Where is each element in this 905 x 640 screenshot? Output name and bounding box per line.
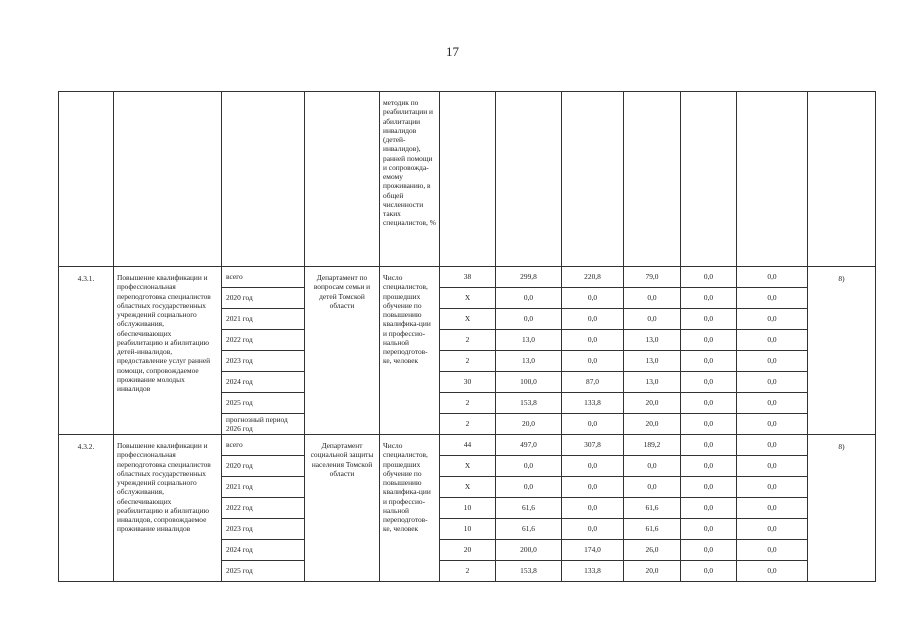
period-cell: 2023 год [222,519,305,540]
total-cell: 100,0 [496,372,562,393]
total-cell: 0,0 [496,309,562,330]
federal-budget-cell: 174,0 [562,540,624,561]
period-cell: 2020 год [222,288,305,309]
other-sources-cell: 0,0 [737,435,808,456]
regional-budget-cell: 0,0 [624,477,681,498]
local-budget-cell: 0,0 [681,435,737,456]
note-cell: 8) [808,267,876,435]
local-budget-cell: 0,0 [681,288,737,309]
total-cell: 299,8 [496,267,562,288]
local-budget-cell: 0,0 [681,540,737,561]
other-sources-cell: 0,0 [737,477,808,498]
regional-budget-cell: 20,0 [624,561,681,582]
other-sources-cell: 0,0 [737,372,808,393]
executor-cell: Департамент по вопросам семьи и детей Томской области [305,267,380,435]
regional-budget-cell: 0,0 [624,288,681,309]
other-sources-cell: 0,0 [737,288,808,309]
empty-cell [222,92,305,267]
period-cell: 2024 год [222,372,305,393]
local-budget-cell: 0,0 [681,561,737,582]
local-budget-cell: 0,0 [681,267,737,288]
empty-cell [681,92,737,267]
item-code: 4.3.1. [59,267,114,435]
period-cell: 2022 год [222,498,305,519]
regional-budget-cell: 79,0 [624,267,681,288]
period-cell: прогнозный период 2026 год [222,414,305,435]
total-cell: 0,0 [496,288,562,309]
page-number: 17 [446,44,459,59]
continuation-row [59,92,876,267]
local-budget-cell: 0,0 [681,477,737,498]
other-sources-cell: 0,0 [737,498,808,519]
note-cell: 8) [808,435,876,582]
local-budget-cell: 0,0 [681,330,737,351]
regional-budget-cell: 61,6 [624,519,681,540]
quantity-cell: 30 [440,372,496,393]
empty-cell [808,92,876,267]
total-cell: 200,0 [496,540,562,561]
local-budget-cell: 0,0 [681,414,737,435]
period-cell: 2022 год [222,330,305,351]
regional-budget-cell: 0,0 [624,309,681,330]
local-budget-cell: 0,0 [681,309,737,330]
federal-budget-cell: 0,0 [562,288,624,309]
quantity-cell: 2 [440,414,496,435]
regional-budget-cell: 26,0 [624,540,681,561]
total-cell: 61,6 [496,519,562,540]
federal-budget-cell: 0,0 [562,477,624,498]
other-sources-cell: 0,0 [737,414,808,435]
empty-cell [737,92,808,267]
quantity-cell: 2 [440,330,496,351]
other-sources-cell: 0,0 [737,519,808,540]
regional-budget-cell: 13,0 [624,351,681,372]
total-cell: 497,0 [496,435,562,456]
federal-budget-cell: 307,8 [562,435,624,456]
item-code: 4.3.2. [59,435,114,582]
federal-budget-cell: 0,0 [562,519,624,540]
period-cell: 2024 год [222,540,305,561]
federal-budget-cell: 220,8 [562,267,624,288]
other-sources-cell: 0,0 [737,309,808,330]
quantity-cell: 20 [440,540,496,561]
other-sources-cell: 0,0 [737,393,808,414]
executor-cell: Департамент социальной защиты населения Томской области [305,435,380,582]
local-budget-cell: 0,0 [681,498,737,519]
other-sources-cell: 0,0 [737,561,808,582]
federal-budget-cell: 0,0 [562,414,624,435]
empty-cell [114,92,222,267]
item-title: Повышение квалификации и профессиональная переподготовка специалистов областных государственных учреждений социального обслуживания, обеспечивающих реабилитацию и абилитацию детей-инвалидов, предоставление услуг ранней помощи, сопровождаемое проживание молодых инвалидов [114,267,222,435]
total-cell: 20,0 [496,414,562,435]
indicator-continuation: методик по реабилитации и абилитации инвалидов (детей-инвалидов), ранней помощи и сопровожда-емому проживанию, в общей численности таких специалистов, % [380,92,440,267]
federal-budget-cell: 133,8 [562,393,624,414]
empty-cell [440,92,496,267]
local-budget-cell: 0,0 [681,393,737,414]
total-cell: 61,6 [496,498,562,519]
federal-budget-cell: 0,0 [562,330,624,351]
local-budget-cell: 0,0 [681,372,737,393]
total-cell: 13,0 [496,330,562,351]
period-cell: 2023 год [222,351,305,372]
total-cell: 13,0 [496,351,562,372]
other-sources-cell: 0,0 [737,330,808,351]
empty-cell [562,92,624,267]
federal-budget-cell: 0,0 [562,309,624,330]
period-cell: 2021 год [222,477,305,498]
indicator-cell: Число специалистов, прошедших обучение по повышению квалифика-ции и профессио-нальной переподготов-ке, человек [380,267,440,435]
table-row [59,267,876,288]
period-cell: всего [222,267,305,288]
regional-budget-cell: 61,6 [624,498,681,519]
empty-cell [59,92,114,267]
federal-budget-cell: 87,0 [562,372,624,393]
regional-budget-cell: 20,0 [624,414,681,435]
empty-cell [305,92,380,267]
quantity-cell: 10 [440,498,496,519]
quantity-cell: X [440,477,496,498]
period-cell: 2020 год [222,456,305,477]
empty-cell [496,92,562,267]
period-cell: 2025 год [222,561,305,582]
federal-budget-cell: 0,0 [562,456,624,477]
quantity-cell: 44 [440,435,496,456]
quantity-cell: 38 [440,267,496,288]
item-title: Повышение квалификации и профессиональная переподготовка специалистов областных государственных учреждений социального обслуживания, обеспечивающих реабилитацию и абилитацию инвалидов, сопровождаемое проживание инвалидов [114,435,222,582]
other-sources-cell: 0,0 [737,540,808,561]
quantity-cell: 10 [440,519,496,540]
other-sources-cell: 0,0 [737,267,808,288]
local-budget-cell: 0,0 [681,519,737,540]
indicator-cell: Число специалистов, прошедших обучение по повышению квалифика-ции и профессио-нальной переподготов-ке, человек [380,435,440,582]
total-cell: 0,0 [496,477,562,498]
local-budget-cell: 0,0 [681,351,737,372]
quantity-cell: X [440,456,496,477]
program-table [58,91,876,582]
period-cell: 2025 год [222,393,305,414]
total-cell: 0,0 [496,456,562,477]
quantity-cell: 2 [440,351,496,372]
regional-budget-cell: 189,2 [624,435,681,456]
period-cell: 2021 год [222,309,305,330]
total-cell: 153,8 [496,393,562,414]
quantity-cell: 2 [440,393,496,414]
other-sources-cell: 0,0 [737,456,808,477]
regional-budget-cell: 13,0 [624,330,681,351]
federal-budget-cell: 0,0 [562,498,624,519]
regional-budget-cell: 20,0 [624,393,681,414]
quantity-cell: 2 [440,561,496,582]
quantity-cell: X [440,309,496,330]
other-sources-cell: 0,0 [737,351,808,372]
federal-budget-cell: 0,0 [562,351,624,372]
regional-budget-cell: 0,0 [624,456,681,477]
local-budget-cell: 0,0 [681,456,737,477]
federal-budget-cell: 133,8 [562,561,624,582]
quantity-cell: X [440,288,496,309]
period-cell: всего [222,435,305,456]
regional-budget-cell: 13,0 [624,372,681,393]
empty-cell [624,92,681,267]
table-row [59,435,876,456]
total-cell: 153,8 [496,561,562,582]
